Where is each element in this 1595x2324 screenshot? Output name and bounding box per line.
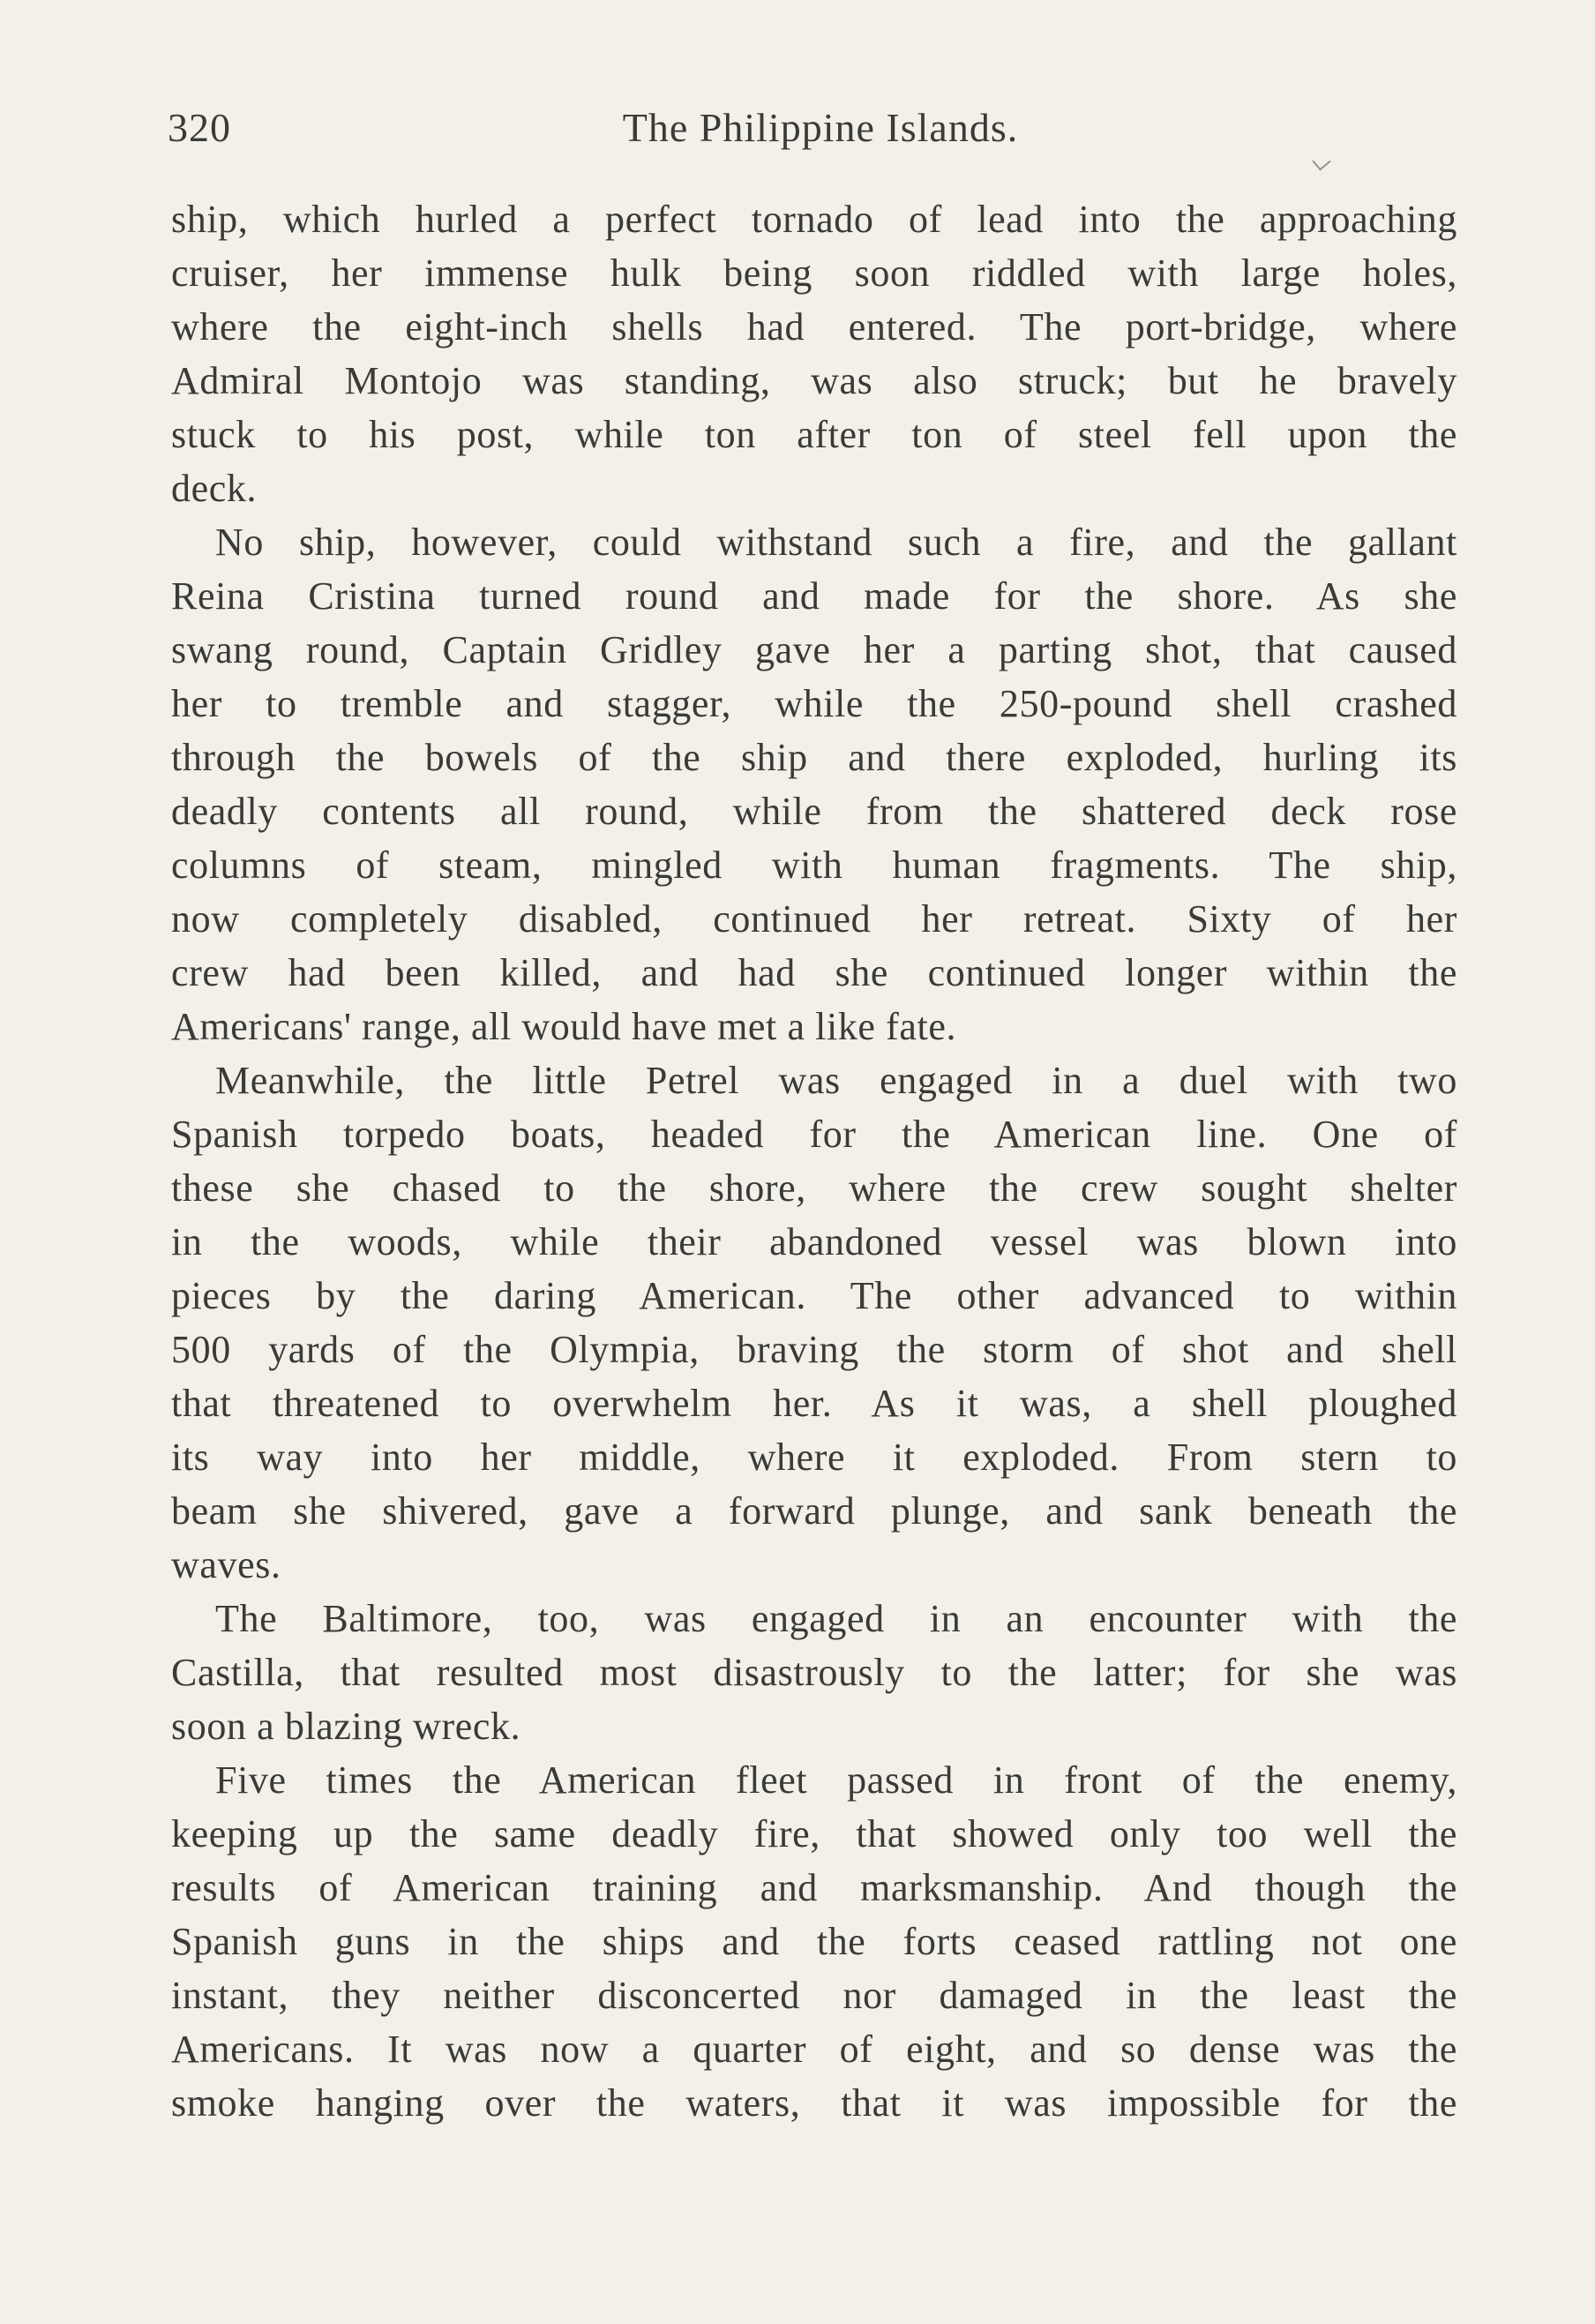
text-line: Americans. It was now a quarter of eight, and so dense was the	[171, 2028, 1457, 2071]
text-line: swang round, Captain Gridley gave her a parting shot, that caused	[171, 628, 1457, 671]
text-line: now completely disabled, continued her retreat. Sixty of her	[171, 897, 1457, 941]
text-line: deadly contents all round, while from the shattered deck rose	[171, 790, 1457, 833]
text-line: that threatened to overwhelm her. As it was, a shell ploughed	[171, 1382, 1457, 1425]
text-line: cruiser, her immense hulk being soon riddled with large holes,	[171, 251, 1457, 295]
text-line: 500 yards of the Olympia, braving the storm of shot and shell	[171, 1328, 1457, 1371]
text-line: Castilla, that resulted most disastrously to the latter; for she was	[171, 1651, 1457, 1694]
text-line: its way into her middle, where it exploded. From stern to	[171, 1436, 1457, 1479]
text-line: her to tremble and stagger, while the 250-pound shell crashed	[171, 682, 1457, 725]
text-line: crew had been killed, and had she continued longer within the	[171, 951, 1457, 994]
text-line: Spanish guns in the ships and the forts ceased rattling not one	[171, 1920, 1457, 1963]
text-line: waves.	[171, 1543, 281, 1586]
text-line: Five times the American fleet passed in front of the enemy,	[215, 1758, 1457, 1802]
text-line: results of American training and marksmanship. And though the	[171, 1866, 1457, 1909]
text-line: these she chased to the shore, where the crew sought shelter	[171, 1166, 1457, 1210]
text-line: soon a blazing wreck.	[171, 1705, 521, 1748]
text-line: deck.	[171, 467, 258, 510]
text-line: instant, they neither disconcerted nor damaged in the least the	[171, 1974, 1457, 2017]
text-line: through the bowels of the ship and there exploded, hurling its	[171, 736, 1457, 779]
text-line: Admiral Montojo was standing, was also struck; but he bravely	[171, 359, 1457, 402]
text-line: in the woods, while their abandoned vessel was blown into	[171, 1220, 1457, 1263]
text-line: beam she shivered, gave a forward plunge, and sank beneath the	[171, 1489, 1457, 1533]
running-title: The Philippine Islands.	[622, 105, 1019, 150]
text-line: smoke hanging over the waters, that it was impossible for the	[171, 2081, 1457, 2125]
body-text	[171, 192, 1457, 2130]
text-line: The Baltimore, too, was engaged in an encounter with the	[215, 1597, 1457, 1640]
text-line: No ship, however, could withstand such a fire, and the gallant	[215, 521, 1457, 564]
text-line: columns of steam, mingled with human fragments. The ship,	[171, 843, 1457, 887]
page-header	[168, 104, 1464, 166]
text-line: Meanwhile, the little Petrel was engaged in a duel with two	[215, 1059, 1457, 1102]
text-line: where the eight-inch shells had entered. The port-bridge, where	[171, 305, 1457, 349]
text-line: Reina Cristina turned round and made for the shore. As she	[171, 574, 1457, 618]
text-line: ship, which hurled a perfect tornado of lead into the approaching	[171, 198, 1457, 241]
text-line: stuck to his post, while ton after ton of steel fell upon the	[171, 413, 1457, 456]
text-line: pieces by the daring American. The other advanced to within	[171, 1274, 1457, 1317]
text-line: keeping up the same deadly fire, that showed only too well the	[171, 1812, 1457, 1855]
text-line: Spanish torpedo boats, headed for the American line. One of	[171, 1113, 1457, 1156]
text-line: Americans' range, all would have met a like fate.	[171, 1005, 957, 1048]
page-number: 320	[168, 105, 231, 150]
